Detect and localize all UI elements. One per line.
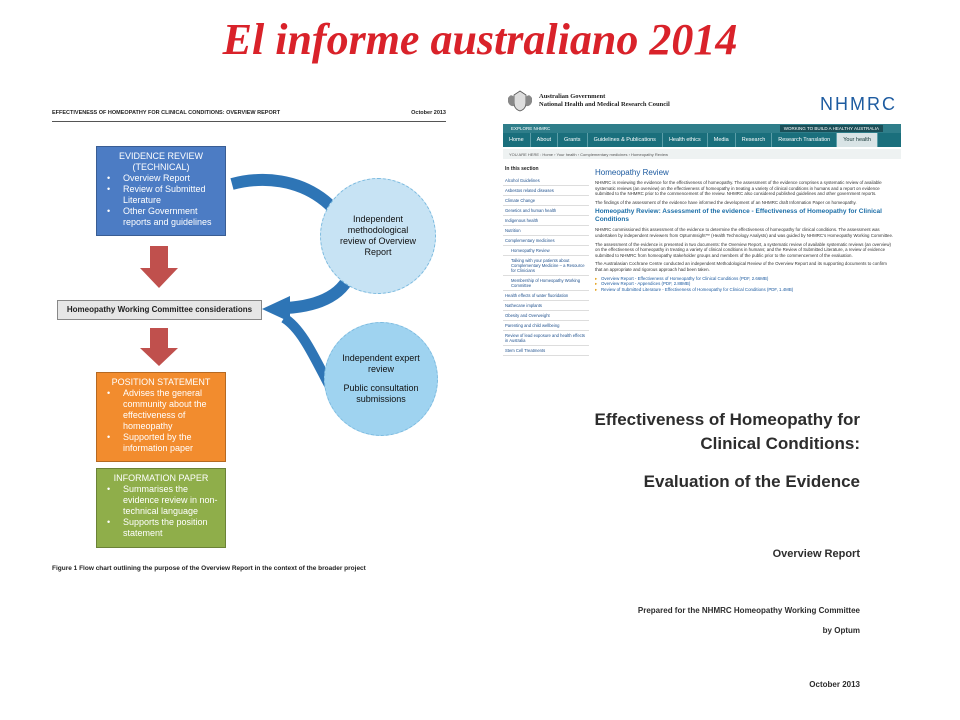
sidebar-item[interactable]: Nutrition <box>503 226 589 236</box>
sidebar-item[interactable]: Alcohol Guidelines <box>503 176 589 186</box>
sidebar-item[interactable]: Asbestos related diseases <box>503 186 589 196</box>
sidebar-item[interactable]: Review of lead exposure and health effects in Australia <box>503 331 589 346</box>
document-header-date: October 2013 <box>411 110 446 116</box>
sidebar <box>503 164 589 356</box>
nav-your-health[interactable]: Your health <box>837 133 878 147</box>
evidence-review-heading: EVIDENCE REVIEW (TECHNICAL) <box>118 151 203 172</box>
nav-health-ethics[interactable]: Health ethics <box>663 133 708 147</box>
nav-media[interactable]: Media <box>708 133 736 147</box>
cover-title-line-1: Effectiveness of Homeopathy for <box>594 410 860 429</box>
government-name <box>539 93 670 109</box>
breadcrumb: YOU ARE HERE : Home › Your health › Complementary medicines › Homeopathy Review <box>503 149 901 159</box>
nav-guidelines[interactable]: Guidelines & Publications <box>588 133 663 147</box>
explore-link[interactable]: EXPLORE NHMRC <box>511 126 551 131</box>
nav-grants[interactable]: Grants <box>558 133 588 147</box>
sidebar-heading: In this section <box>505 166 539 172</box>
list-item: • Advises the general community about the effectiveness of homeopathy <box>103 388 219 432</box>
cover-report-type: Overview Report <box>772 548 860 560</box>
methodological-review-text: Independent methodological review of Overview Report <box>339 214 417 257</box>
down-arrow-2 <box>140 328 178 366</box>
gov-line-1: Australian Government <box>539 93 606 100</box>
paragraph: The Australasian Cochrane Centre conducted an independent Methodological Review of the Overview Report and its supporting documents to confirm that an appropriate and rigorous approach had been taken. <box>595 261 887 272</box>
list-item: • Review of Submitted Literature <box>103 184 219 206</box>
pdf-link[interactable]: ▸ Overview Report - Effectiveness of Homeopathy for Clinical Conditions (PDF, 2.66MB) <box>595 276 895 282</box>
list-item: • Summarises the evidence review in non-technical language <box>103 484 219 517</box>
nav-home[interactable]: Home <box>503 133 531 147</box>
sidebar-item[interactable]: Health effects of water fluoridation <box>503 291 589 301</box>
section-heading: Homeopathy Review: Assessment of the evidence - Effectiveness of Homeopathy for Clinical Conditions <box>595 208 882 224</box>
information-paper-heading: INFORMATION PAPER <box>113 473 209 483</box>
explore-bar <box>503 124 901 133</box>
sidebar-item[interactable]: Indigenous health <box>503 216 589 226</box>
paragraph: The findings of the assessment of the evidence have informed the development of an NHMRC draft Information Paper on homeopathy. <box>595 199 857 205</box>
cover-date: October 2013 <box>809 680 860 689</box>
nav-research-translation[interactable]: Research Translation <box>772 133 837 147</box>
information-paper-box <box>96 468 226 548</box>
sidebar-item[interactable]: Genetics and human health <box>503 206 589 216</box>
sidebar-item[interactable]: Stem Cell Treatments <box>503 346 589 356</box>
sidebar-item[interactable]: Homeopathy Review <box>503 246 589 256</box>
sidebar-item[interactable]: Parenting and child wellbeing <box>503 321 589 331</box>
list-item: • Supports the position statement <box>103 517 219 539</box>
committee-box: Homeopathy Working Committee considerations <box>57 300 262 320</box>
sidebar-item[interactable]: Obesity and Overweight <box>503 311 589 321</box>
evidence-review-box <box>96 146 226 236</box>
methodological-review-circle <box>320 178 436 294</box>
paragraph: NHMRC commissioned this assessment of the evidence to determine the effectiveness of homeopathy for clinical conditions. The assessment was undertaken by independent reviewers from OptumInsight™ (Health Technology Analysts) and was guided by NHMRC's Homeopathy Working Committee. <box>595 227 894 238</box>
sidebar-item[interactable]: Membership of Homeopathy Working Committee <box>503 276 589 291</box>
cover-subtitle: Evaluation of the Evidence <box>643 472 860 491</box>
pdf-link[interactable]: ▸ Review of Submitted Literature - Effectiveness of Homeopathy for Clinical Conditions (PDF, 1.4MB) <box>595 287 895 293</box>
slide-title: El informe australiano 2014 <box>222 15 738 64</box>
document-header-title: EFFECTIVENESS OF HOMEOPATHY FOR CLINICAL CONDITIONS: OVERVIEW REPORT <box>52 110 281 116</box>
position-statement-box <box>96 372 226 462</box>
pdf-link[interactable]: ▸ Overview Report - Appendices (PDF, 2.88MB) <box>595 281 895 287</box>
cover-title <box>520 408 860 456</box>
tagline: WORKING TO BUILD A HEALTHY AUSTRALIA <box>780 125 883 132</box>
gov-line-2: National Health and Medical Research Council <box>539 101 670 108</box>
main-nav <box>503 133 901 147</box>
list-item: • Overview Report <box>103 173 219 184</box>
paragraph: The assessment of the evidence is presented in two documents: the Overview Report, a systematic review of available systematic reviews (an overview) on the effectiveness of homeopathy in treating a variety of clinical conditions in humans; and the Review of Submitted Literature, a review of evidence submitted to NHMRC from homeopathy stakeholder groups and members of the public prior to the commencement of the evaluation. <box>595 241 892 258</box>
expert-review-text: Independent expert review <box>342 353 420 374</box>
expert-review-circle <box>324 322 438 436</box>
list-item: • Supported by the information paper <box>103 432 219 454</box>
sidebar-item[interactable]: Complementary medicines <box>503 236 589 246</box>
cover-title-line-2: Clinical Conditions: <box>700 434 860 453</box>
nav-about[interactable]: About <box>531 133 558 147</box>
figure-caption: Figure 1 Flow chart outlining the purpose of the Overview Report in the context of the broader project <box>52 565 366 572</box>
sidebar-item[interactable]: Nathecane implants <box>503 301 589 311</box>
position-statement-heading: POSITION STATEMENT <box>111 377 211 387</box>
main-content <box>595 168 895 292</box>
sidebar-item[interactable]: Talking with your patients about Complementary Medicine – a Resource for Clinicians <box>503 256 589 276</box>
down-arrow-1 <box>140 246 178 288</box>
sidebar-item[interactable]: Climate Change <box>503 196 589 206</box>
cover-author: by Optum <box>822 626 860 635</box>
website-screenshot <box>503 86 901 391</box>
coat-of-arms-icon <box>505 88 535 114</box>
nhmrc-logo[interactable]: NHMRC <box>820 94 897 114</box>
paragraph: NHMRC is reviewing the evidence for the effectiveness of homeopathy. The assessment of the evidence comprises a systematic review of available systematic reviews (an overview) on the effectiveness of homeopathy in treating a variety of clinical conditions in humans and a report on evidence submitted to the NHMRC prior to the commencement of the review. NHMRC also considered published guidelines and other government reports. <box>595 180 882 197</box>
page-title: Homeopathy Review <box>595 168 669 177</box>
list-item: • Other Government reports and guidelines <box>103 206 219 228</box>
public-consultation-text: Public consultation submissions <box>343 383 419 404</box>
nav-research[interactable]: Research <box>736 133 773 147</box>
cover-prepared-for: Prepared for the NHMRC Homeopathy Working Committee <box>637 606 860 615</box>
